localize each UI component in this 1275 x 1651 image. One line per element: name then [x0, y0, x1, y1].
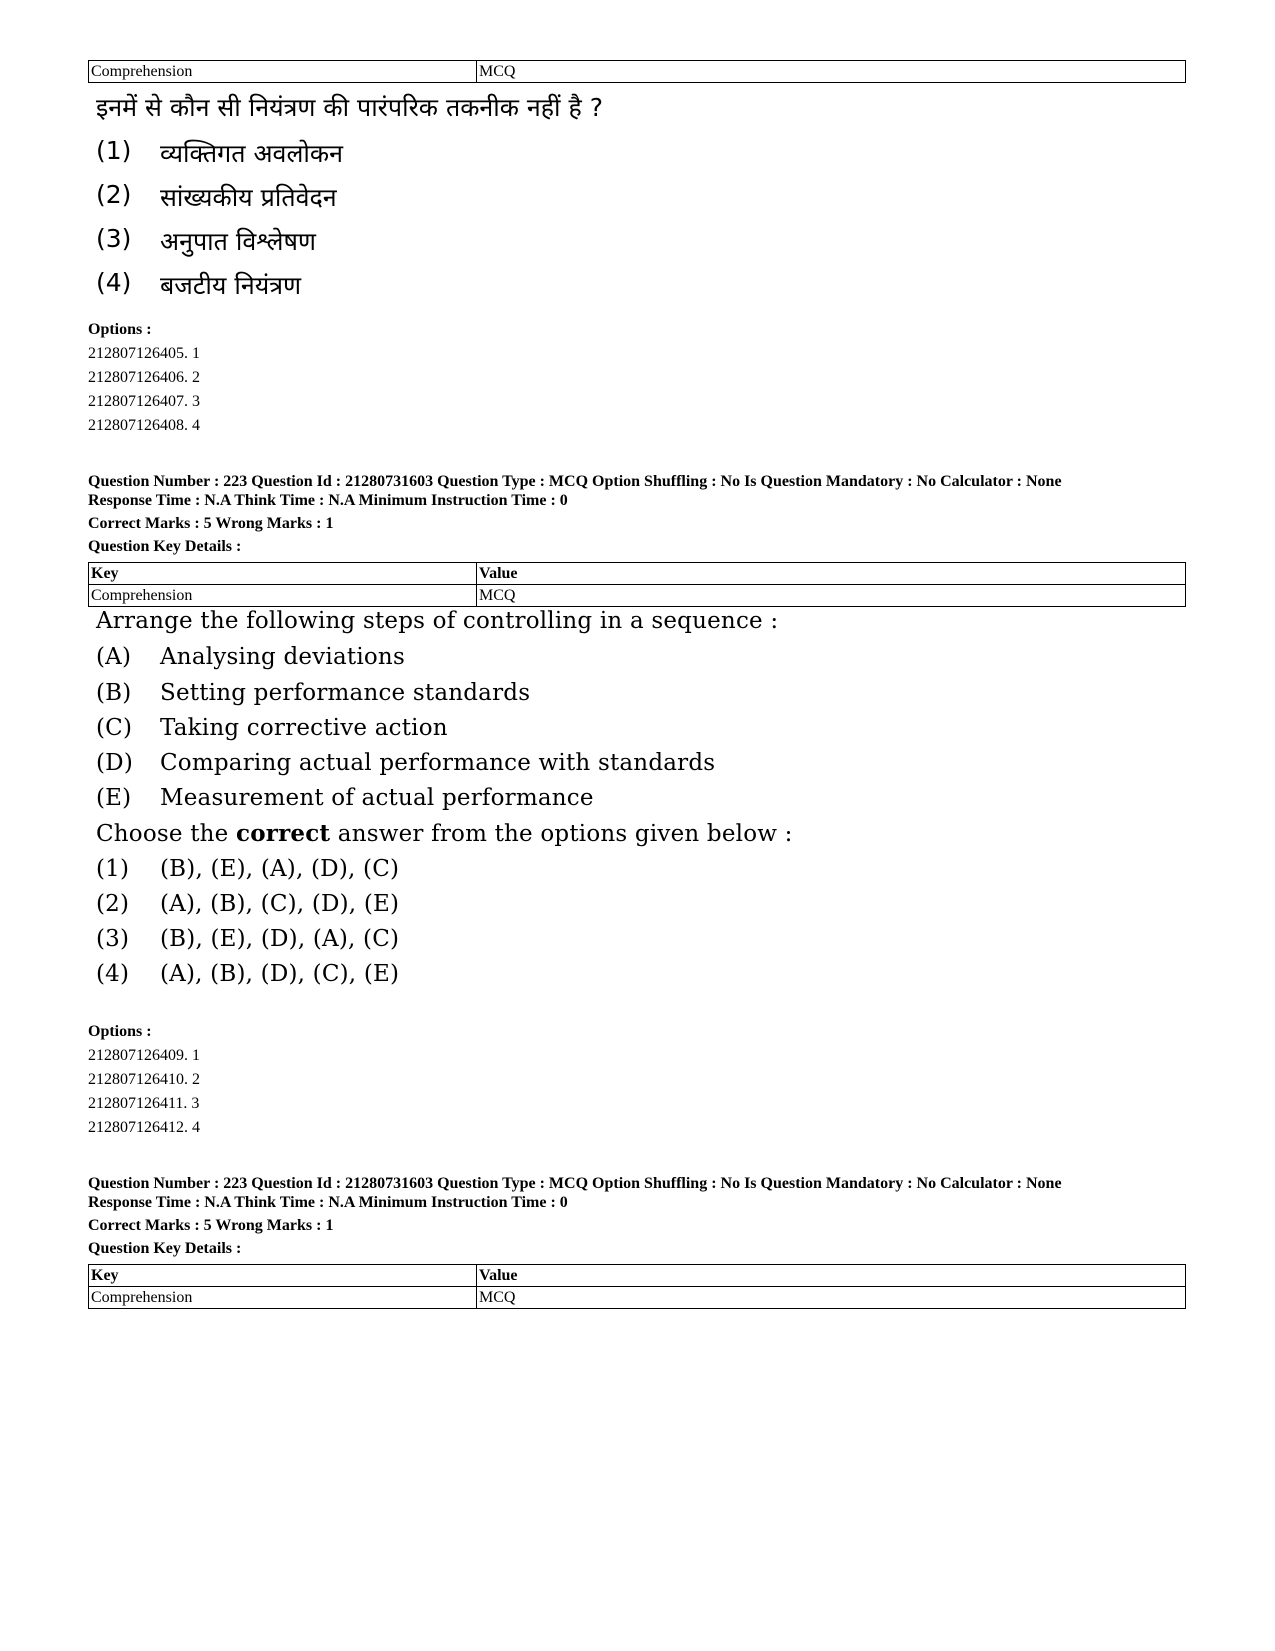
choice-text: सांख्यकीय प्रतिवेदन [160, 183, 337, 212]
key-cell: Comprehension [89, 1287, 477, 1309]
table-header-row [89, 563, 1186, 585]
step-letter: (A) [96, 644, 132, 670]
choice-number: (4) [96, 961, 130, 987]
step-text: Setting performance standards [160, 680, 531, 706]
value-cell: MCQ [477, 61, 1186, 83]
option-item: 212807126412. 4 [88, 1119, 200, 1136]
time-info-line: Response Time : N.A Think Time : N.A Minimum Instruction Time : 0 [88, 492, 568, 509]
option-item: 212807126411. 3 [88, 1095, 200, 1112]
question-info-line: Question Number : 223 Question Id : 21280731603 Question Type : MCQ Option Shuffling : No Is Question Mandatory : No Calculator : None [88, 1175, 1062, 1192]
step-letter: (B) [96, 680, 132, 706]
choice-text: (A), (B), (D), (C), (E) [160, 961, 400, 987]
options-list [88, 318, 200, 438]
step-text: Measurement of actual performance [160, 785, 594, 811]
choice-text: अनुपात विश्लेषण [160, 227, 316, 256]
time-info-line: Response Time : N.A Think Time : N.A Minimum Instruction Time : 0 [88, 1194, 568, 1211]
key-details-heading: Question Key Details : [88, 1240, 242, 1257]
instruction-line [96, 820, 793, 847]
step-text: Comparing actual performance with standards [160, 750, 716, 776]
key-cell: Comprehension [89, 585, 477, 607]
choice-text: (B), (E), (A), (D), (C) [160, 856, 400, 882]
question-stem: इनमें से कौन सी नियंत्रण की पारंपरिक तकनीक नहीं है ? [96, 93, 603, 122]
choice-number: (3) [96, 224, 132, 253]
value-header: Value [477, 563, 1186, 585]
choice-number: (1) [96, 856, 130, 882]
choice-text: व्यक्तिगत अवलोकन [160, 139, 343, 168]
choice-number: (2) [96, 891, 130, 917]
key-details-heading: Question Key Details : [88, 538, 242, 555]
question-meta [88, 1174, 1198, 1258]
marks-line: Correct Marks : 5 Wrong Marks : 1 [88, 1217, 334, 1234]
choice-text: (A), (B), (C), (D), (E) [160, 891, 400, 917]
key-value-table [88, 1264, 1186, 1309]
option-item: 212807126407. 3 [88, 393, 200, 410]
choice-text: बजटीय नियंत्रण [160, 271, 302, 300]
option-item: 212807126410. 2 [88, 1071, 200, 1088]
key-header: Key [89, 563, 477, 585]
table-row [89, 1287, 1186, 1309]
step-letter: (C) [96, 715, 133, 741]
option-item: 212807126406. 2 [88, 369, 200, 386]
question-info-line: Question Number : 223 Question Id : 21280731603 Question Type : MCQ Option Shuffling : No Is Question Mandatory : No Calculator : None [88, 473, 1062, 490]
step-text: Analysing deviations [160, 644, 405, 670]
choice-number: (3) [96, 926, 130, 952]
choice-text: (B), (E), (D), (A), (C) [160, 926, 400, 952]
table-header-row [89, 1265, 1186, 1287]
choice-number: (1) [96, 136, 132, 165]
key-header: Key [89, 1265, 477, 1287]
marks-line: Correct Marks : 5 Wrong Marks : 1 [88, 515, 334, 532]
choice-number: (4) [96, 268, 132, 297]
question-stem: Arrange the following steps of controlling in a sequence : [96, 608, 779, 634]
instruction-prefix: Choose the [96, 821, 237, 847]
instruction-emphasis: correct [236, 820, 331, 847]
step-text: Taking corrective action [160, 715, 448, 741]
step-letter: (E) [96, 785, 132, 811]
option-item: 212807126409. 1 [88, 1047, 200, 1064]
table-row [89, 585, 1186, 607]
value-cell: MCQ [477, 585, 1186, 607]
top-key-value-table [88, 60, 1186, 83]
question-meta [88, 472, 1198, 556]
value-cell: MCQ [477, 1287, 1186, 1309]
step-letter: (D) [96, 750, 133, 776]
table-row [89, 61, 1186, 83]
choice-number: (2) [96, 180, 132, 209]
key-cell: Comprehension [89, 61, 477, 83]
option-item: 212807126405. 1 [88, 345, 200, 362]
key-value-table [88, 562, 1186, 607]
instruction-suffix: answer from the options given below : [330, 821, 793, 847]
options-list [88, 1020, 200, 1140]
options-label: Options : [88, 321, 152, 338]
value-header: Value [477, 1265, 1186, 1287]
option-item: 212807126408. 4 [88, 417, 200, 434]
options-label: Options : [88, 1023, 152, 1040]
